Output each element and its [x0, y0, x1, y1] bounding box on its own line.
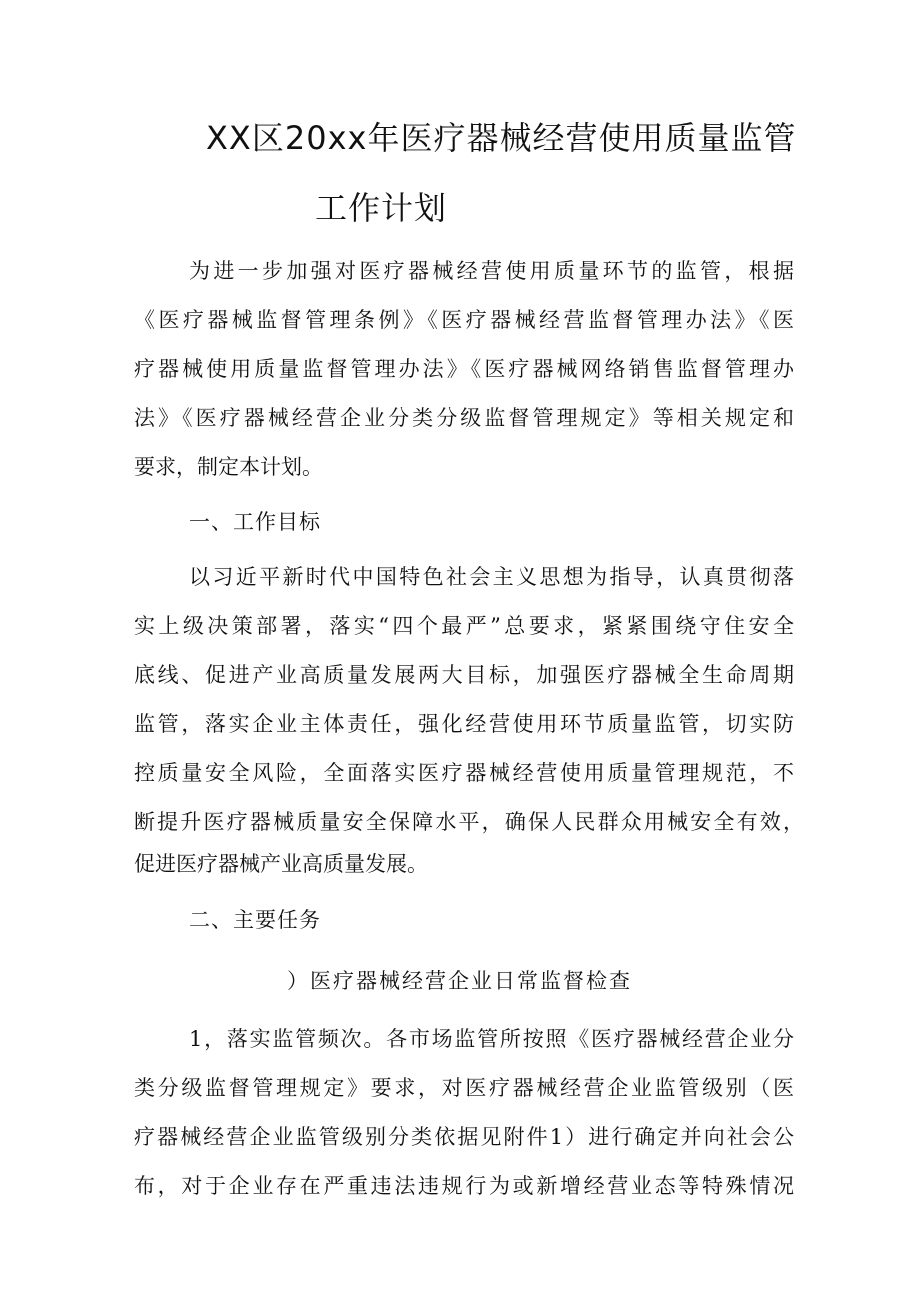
section-heading-tasks: 二、主要任务 — [189, 908, 321, 932]
paragraph-line: 要求，制定本计划。 — [134, 455, 323, 479]
paragraph-line: 1，落实监管频次。各市场监管所按照《医疗器械经营企业分 — [189, 1027, 794, 1051]
paragraph-line: 以习近平新时代中国特色社会主义思想为指导，认真贯彻落 — [189, 565, 794, 589]
paragraph-line: 监管，落实企业主体责任，强化经营使用环节质量监管，切实防 — [134, 712, 794, 736]
paragraph-line: 促进医疗器械产业高质量发展。 — [134, 852, 428, 876]
paragraph-line: 布，对于企业存在严重违法违规行为或新增经营业态等特殊情况 — [134, 1174, 794, 1198]
paragraph-line: 疗器械经营企业监管级别分类依据见附件1）进行确定并向社会公 — [134, 1125, 794, 1149]
paragraph-line: 疗器械使用质量监督管理办法》《医疗器械网络销售监督管理办 — [134, 357, 794, 381]
document-title-line-1: XX区20xx年医疗器械经营使用质量监管 — [206, 119, 797, 157]
paragraph-line: 法》《医疗器械经营企业分类分级监督管理规定》等相关规定和 — [134, 406, 794, 430]
subsection-heading: ）医疗器械经营企业日常监督检查 — [287, 969, 632, 993]
paragraph-line: 控质量安全风险，全面落实医疗器械经营使用质量管理规范，不 — [134, 761, 794, 785]
section-heading-goals: 一、工作目标 — [189, 510, 321, 534]
paragraph-line: 断提升医疗器械质量安全保障水平，确保人民群众用械安全有效， — [134, 810, 804, 834]
paragraph-line: 《医疗器械监督管理条例》《医疗器械经营监督管理办法》《医 — [134, 308, 794, 332]
paragraph-line: 实上级决策部署，落实“四个最严”总要求，紧紧围绕守住安全 — [134, 614, 794, 638]
paragraph-line: 底线、促进产业高质量发展两大目标，加强医疗器械全生命周期 — [134, 663, 794, 687]
paragraph-line: 类分级监督管理规定》要求，对医疗器械经营企业监管级别（医 — [134, 1076, 794, 1100]
document-title-line-2: 工作计划 — [315, 189, 448, 227]
paragraph-line: 为进一步加强对医疗器械经营使用质量环节的监管，根据 — [189, 259, 794, 283]
